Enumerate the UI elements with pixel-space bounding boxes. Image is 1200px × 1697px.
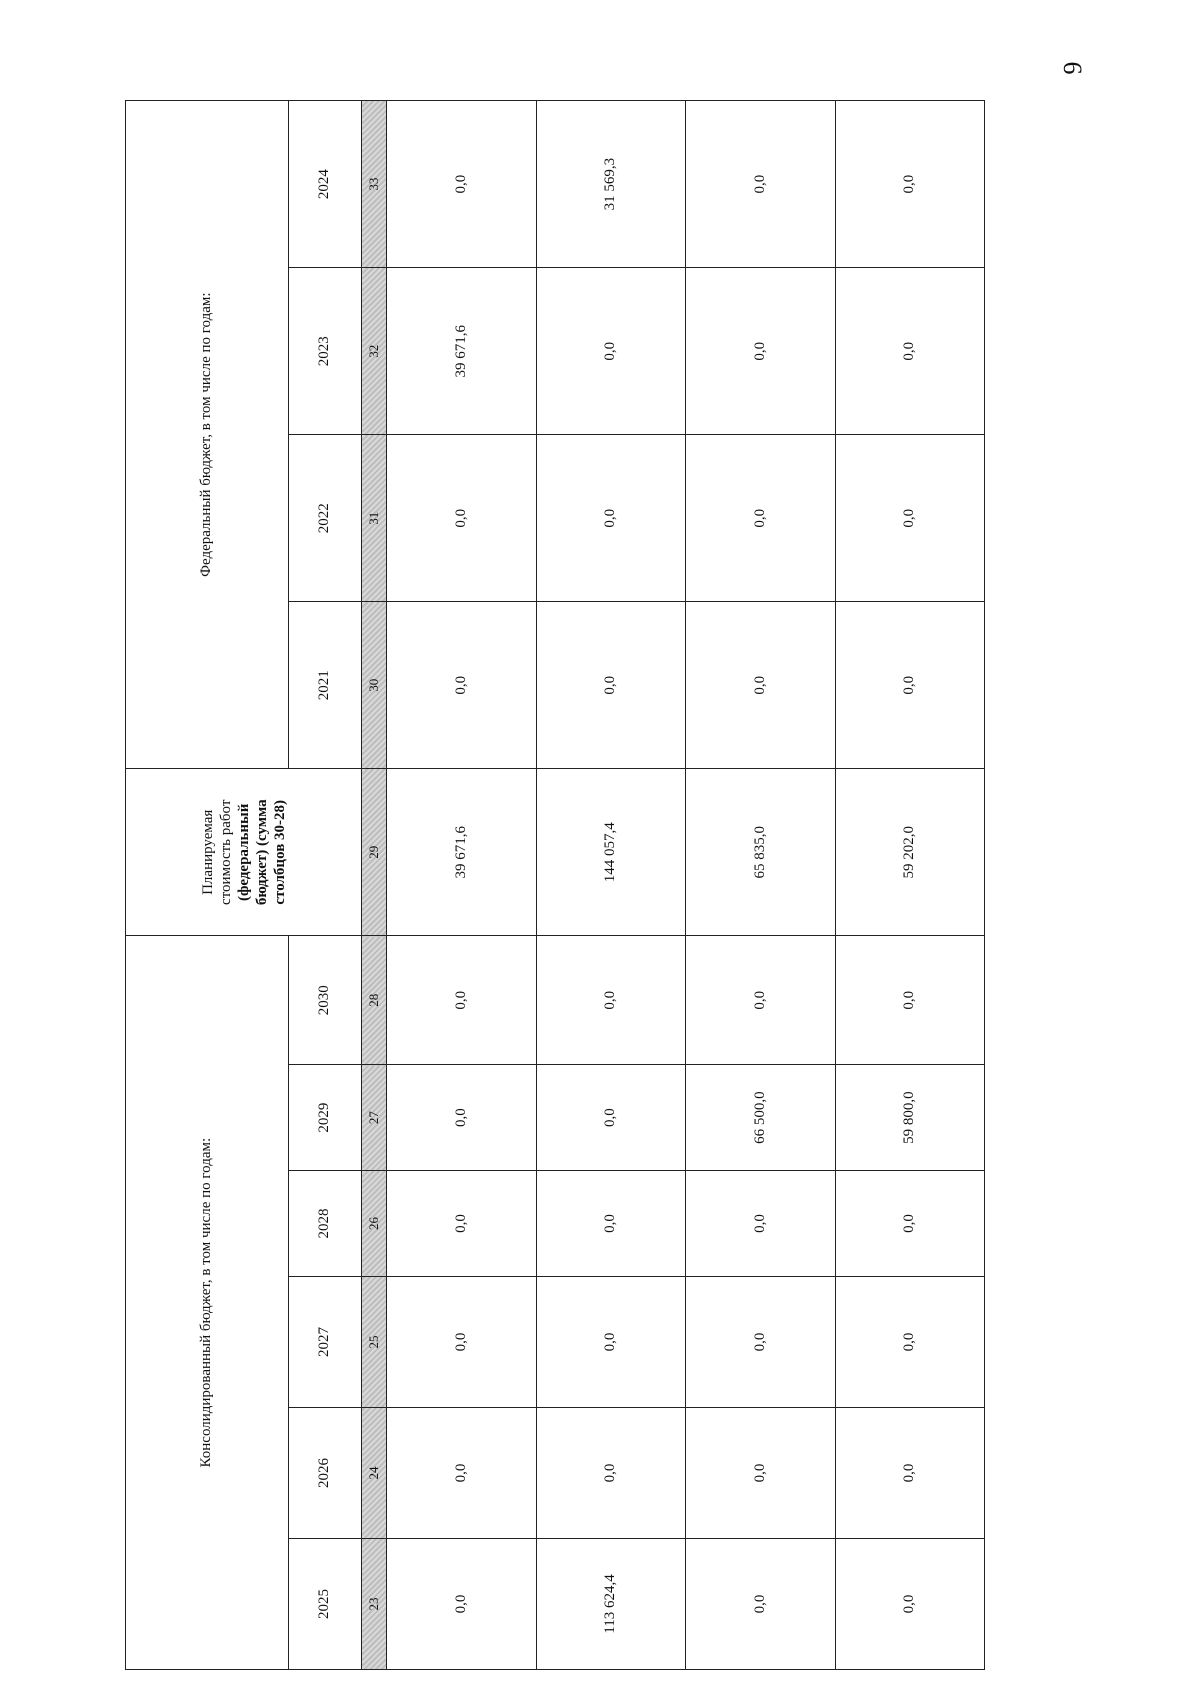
- table-cell: 39 671,6: [387, 769, 536, 936]
- column-number-row: [362, 101, 387, 1670]
- table-container: [125, 100, 985, 1670]
- column-number: 32: [362, 268, 387, 435]
- planned-cost-header: [126, 769, 362, 936]
- year-header-2028: 2028: [288, 1171, 362, 1277]
- year-header-2021: 2021: [288, 602, 362, 769]
- planned-cost-line-2: стоимость работ: [217, 799, 234, 905]
- planned-cost-line-3: (федеральный: [235, 803, 252, 901]
- year-header-2026: 2026: [288, 1407, 362, 1538]
- table-row: [387, 101, 536, 1670]
- table-cell: 0,0: [686, 101, 835, 268]
- table-cell: 0,0: [835, 268, 984, 435]
- table-cell: 0,0: [387, 936, 536, 1065]
- table-cell: 39 671,6: [387, 268, 536, 435]
- column-number: 25: [362, 1276, 387, 1407]
- table-cell: 59 800,0: [835, 1065, 984, 1171]
- budget-table: [125, 100, 985, 1670]
- table-cell: 0,0: [387, 1407, 536, 1538]
- table-cell: 0,0: [387, 1276, 536, 1407]
- table-cell: 0,0: [686, 1171, 835, 1277]
- table-cell: 59 202,0: [835, 769, 984, 936]
- column-number: 23: [362, 1538, 387, 1669]
- year-header-2030: 2030: [288, 936, 362, 1065]
- table-cell: 0,0: [835, 1171, 984, 1277]
- table-cell: 0,0: [536, 1276, 685, 1407]
- table-cell: 0,0: [686, 602, 835, 769]
- column-number: 33: [362, 101, 387, 268]
- table-cell: 0,0: [387, 1171, 536, 1277]
- page-number: 6: [1058, 61, 1087, 75]
- year-header-2025: 2025: [288, 1538, 362, 1669]
- table-cell: 0,0: [387, 435, 536, 602]
- table-cell: 0,0: [835, 101, 984, 268]
- table-cell: 144 057,4: [536, 769, 685, 936]
- table-row: [686, 101, 835, 1670]
- year-header-2023: 2023: [288, 268, 362, 435]
- planned-cost-line-1: Планируемая: [199, 809, 216, 895]
- table-cell: 0,0: [387, 1538, 536, 1669]
- rotated-table-wrapper: [125, 100, 985, 1670]
- table-row: [536, 101, 685, 1670]
- table-row: [835, 101, 984, 1670]
- table-cell: 0,0: [835, 602, 984, 769]
- table-cell: 0,0: [686, 1407, 835, 1538]
- planned-cost-line-4: бюджет) (сумма: [253, 799, 270, 906]
- table-cell: 0,0: [686, 1538, 835, 1669]
- year-header-2024: 2024: [288, 101, 362, 268]
- table-cell: 0,0: [387, 101, 536, 268]
- year-header-2027: 2027: [288, 1276, 362, 1407]
- table-cell: 0,0: [835, 1538, 984, 1669]
- column-number: 26: [362, 1171, 387, 1277]
- table-cell: 0,0: [387, 602, 536, 769]
- table-cell: 0,0: [686, 1276, 835, 1407]
- table-cell: 0,0: [686, 435, 835, 602]
- table-cell: 0,0: [536, 602, 685, 769]
- column-number: 24: [362, 1407, 387, 1538]
- consolidated-budget-header: Консолидированный бюджет, в том числе по годам:: [126, 936, 289, 1670]
- table-cell: 0,0: [536, 1171, 685, 1277]
- table-cell: 0,0: [536, 1065, 685, 1171]
- table-cell: 0,0: [387, 1065, 536, 1171]
- planned-cost-line-5: столбцов 30-28): [271, 799, 288, 905]
- table-cell: 0,0: [835, 435, 984, 602]
- column-number: 30: [362, 602, 387, 769]
- table-cell: 0,0: [686, 936, 835, 1065]
- year-header-2022: 2022: [288, 435, 362, 602]
- column-number: 31: [362, 435, 387, 602]
- table-cell: 66 500,0: [686, 1065, 835, 1171]
- table-cell: 0,0: [835, 936, 984, 1065]
- table-cell: 65 835,0: [686, 769, 835, 936]
- table-cell: 0,0: [536, 435, 685, 602]
- table-cell: 0,0: [686, 268, 835, 435]
- federal-budget-header: Федеральный бюджет, в том числе по годам:: [126, 101, 289, 769]
- table-cell: 0,0: [835, 1407, 984, 1538]
- table-cell: 31 569,3: [536, 101, 685, 268]
- table-cell: 0,0: [536, 936, 685, 1065]
- column-number: 28: [362, 936, 387, 1065]
- table-cell: 113 624,4: [536, 1538, 685, 1669]
- table-cell: 0,0: [536, 1407, 685, 1538]
- table-cell: 0,0: [536, 268, 685, 435]
- column-number: 27: [362, 1065, 387, 1171]
- table-cell: 0,0: [835, 1276, 984, 1407]
- year-header-2029: 2029: [288, 1065, 362, 1171]
- column-number: 29: [362, 769, 387, 936]
